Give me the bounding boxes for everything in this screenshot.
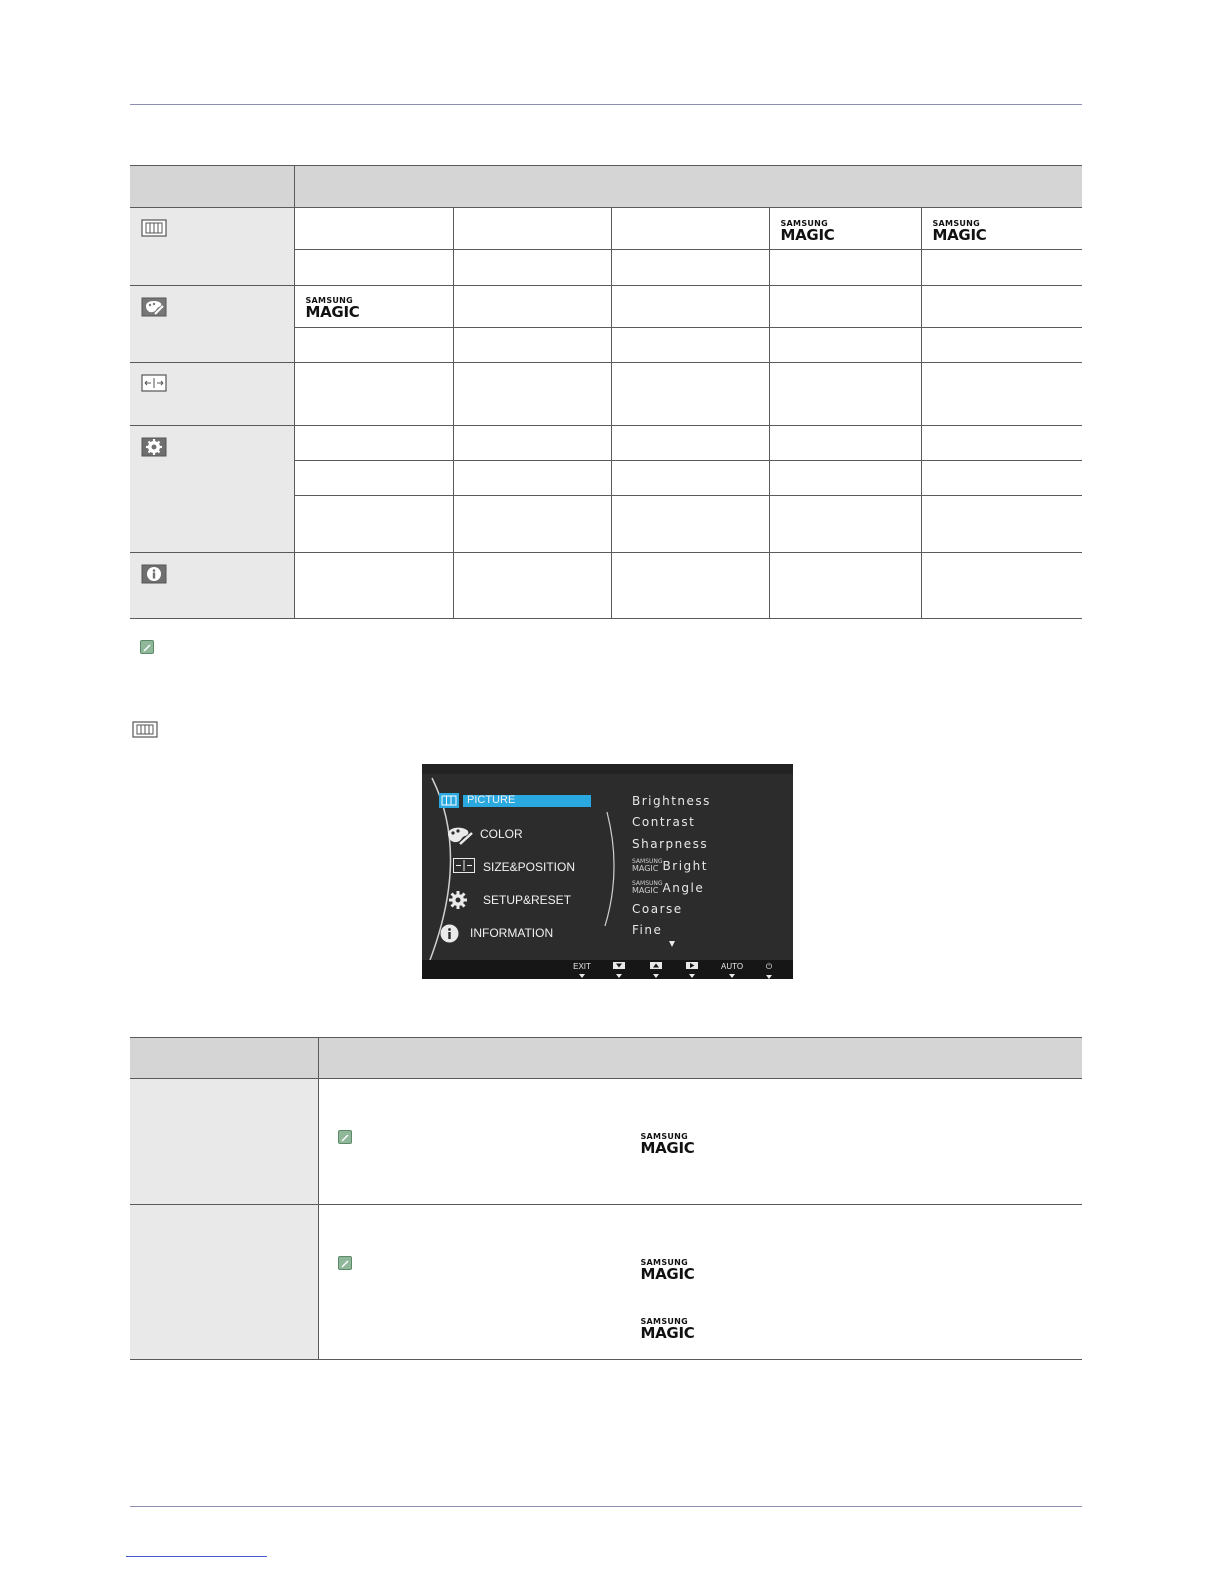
header-cell-menu bbox=[130, 166, 294, 208]
osd-size-position-icon bbox=[453, 858, 475, 878]
table-cell bbox=[453, 250, 611, 286]
description-cell bbox=[318, 1205, 1082, 1360]
table-cell bbox=[921, 363, 1082, 426]
table-cell bbox=[769, 496, 921, 553]
osd-menu-item-size-position[interactable]: SIZE&POSITION bbox=[483, 860, 576, 874]
row-label-cell bbox=[130, 1205, 318, 1360]
samsung-magic-logo: SAMSUNG MAGIC bbox=[305, 296, 360, 321]
table-cell bbox=[294, 553, 453, 619]
table-header-row bbox=[130, 166, 1082, 208]
row-label-cell bbox=[130, 1079, 318, 1205]
osd-submenu-fine[interactable]: Fine bbox=[632, 923, 663, 937]
header-cell-description bbox=[318, 1038, 1082, 1079]
osd-menu-screenshot bbox=[422, 764, 793, 979]
table-cell bbox=[921, 286, 1082, 328]
table-cell bbox=[294, 461, 453, 496]
samsung-magic-logo: SAMSUNG MAGIC bbox=[780, 219, 835, 244]
table-cell bbox=[769, 250, 921, 286]
note-icon bbox=[140, 640, 154, 654]
samsung-magic-logo: SAMSUNG MAGIC bbox=[932, 219, 987, 244]
table-cell bbox=[769, 461, 921, 496]
table-cell bbox=[294, 496, 453, 553]
up-arrow-icon bbox=[650, 962, 662, 969]
table-cell bbox=[611, 208, 769, 250]
table-row bbox=[130, 426, 1082, 461]
osd-menu-item-setup-reset[interactable]: SETUP&RESET bbox=[483, 893, 572, 907]
osd-down-button[interactable] bbox=[608, 962, 630, 978]
osd-submenu-contrast[interactable]: Contrast bbox=[632, 815, 696, 829]
footer-rule bbox=[130, 1506, 1082, 1507]
table-cell bbox=[921, 496, 1082, 553]
table-cell bbox=[769, 553, 921, 619]
osd-picture-icon bbox=[439, 793, 459, 813]
note-icon bbox=[338, 1130, 352, 1144]
osd-menu-item-color[interactable]: COLOR bbox=[480, 827, 523, 841]
table-row bbox=[130, 363, 1082, 426]
table-cell bbox=[453, 496, 611, 553]
osd-color-icon bbox=[446, 825, 474, 850]
table-cell bbox=[921, 250, 1082, 286]
table-cell bbox=[294, 328, 453, 363]
table-cell bbox=[769, 328, 921, 363]
table-cell bbox=[769, 286, 921, 328]
down-arrow-icon bbox=[613, 962, 625, 969]
table-cell bbox=[921, 426, 1082, 461]
right-arrow-icon bbox=[686, 962, 698, 969]
picture-options-table bbox=[130, 1037, 1082, 1360]
osd-auto-button[interactable]: AUTO bbox=[721, 962, 743, 978]
power-icon: ⏻ bbox=[765, 962, 773, 971]
samsung-magic-logo: SAMSUNG MAGIC bbox=[640, 1132, 695, 1157]
osd-setup-reset-icon bbox=[448, 890, 468, 915]
osd-exit-button[interactable]: EXIT bbox=[571, 962, 593, 978]
color-icon bbox=[141, 297, 167, 322]
table-cell bbox=[921, 553, 1082, 619]
osd-submenu-magic-angle[interactable]: SAMSUNG MAGIC Angle bbox=[632, 880, 705, 895]
table-row bbox=[130, 208, 1082, 250]
osd-submenu-brightness[interactable]: Brightness bbox=[632, 794, 711, 808]
category-cell-information bbox=[130, 553, 294, 619]
samsung-magic-logo: SAMSUNG MAGIC bbox=[640, 1258, 695, 1283]
osd-samsung-magic-logo: SAMSUNG MAGIC bbox=[632, 880, 663, 895]
table-cell bbox=[611, 461, 769, 496]
note-icon bbox=[338, 1256, 352, 1270]
menu-overview-table bbox=[130, 165, 1082, 619]
table-cell bbox=[921, 328, 1082, 363]
osd-samsung-magic-logo: SAMSUNG MAGIC bbox=[632, 858, 663, 873]
osd-power-button[interactable] bbox=[758, 962, 780, 979]
table-cell bbox=[453, 286, 611, 328]
osd-scroll-down-icon bbox=[669, 941, 675, 947]
table-cell bbox=[611, 426, 769, 461]
header-rule bbox=[130, 104, 1082, 105]
table-cell bbox=[611, 328, 769, 363]
header-cell-submenu bbox=[294, 166, 1082, 208]
table-cell bbox=[769, 426, 921, 461]
table-cell bbox=[611, 250, 769, 286]
setup-reset-icon bbox=[141, 437, 167, 462]
osd-information-icon bbox=[440, 924, 459, 948]
table-cell bbox=[453, 426, 611, 461]
category-cell-size-position bbox=[130, 363, 294, 426]
picture-icon bbox=[141, 219, 167, 242]
samsung-magic-logo: SAMSUNG MAGIC bbox=[640, 1317, 695, 1342]
information-icon bbox=[141, 564, 167, 589]
table-row bbox=[130, 286, 1082, 328]
size-position-icon bbox=[141, 374, 167, 397]
osd-enter-button[interactable] bbox=[681, 962, 703, 978]
table-cell bbox=[921, 208, 1082, 250]
osd-submenu-sharpness[interactable]: Sharpness bbox=[632, 837, 709, 851]
footer-link-underline[interactable] bbox=[126, 1556, 267, 1557]
table-cell bbox=[294, 250, 453, 286]
table-cell bbox=[294, 426, 453, 461]
table-cell bbox=[611, 286, 769, 328]
table-cell bbox=[294, 363, 453, 426]
description-cell bbox=[318, 1079, 1082, 1205]
osd-menu-item-picture[interactable]: PICTURE bbox=[467, 794, 516, 806]
table-cell bbox=[294, 286, 453, 328]
table-row bbox=[130, 1205, 1082, 1360]
table-cell bbox=[453, 461, 611, 496]
table-cell bbox=[611, 496, 769, 553]
osd-menu-item-information[interactable]: INFORMATION bbox=[470, 926, 554, 940]
table-cell bbox=[769, 363, 921, 426]
category-cell-setup-reset bbox=[130, 426, 294, 553]
category-cell-color bbox=[130, 286, 294, 363]
table-cell bbox=[453, 328, 611, 363]
osd-submenu-coarse[interactable]: Coarse bbox=[632, 902, 683, 916]
table-cell bbox=[294, 208, 453, 250]
table-row bbox=[130, 1079, 1082, 1205]
table-cell bbox=[453, 553, 611, 619]
table-cell bbox=[769, 208, 921, 250]
category-cell-picture bbox=[130, 208, 294, 286]
table-cell bbox=[453, 363, 611, 426]
table-row bbox=[130, 553, 1082, 619]
table-header-row bbox=[130, 1038, 1082, 1079]
picture-section-icon bbox=[132, 721, 158, 743]
table-cell bbox=[921, 461, 1082, 496]
table-cell bbox=[453, 208, 611, 250]
osd-up-button[interactable] bbox=[645, 962, 667, 978]
table-cell bbox=[611, 553, 769, 619]
header-cell-menu bbox=[130, 1038, 318, 1079]
table-cell bbox=[611, 363, 769, 426]
osd-submenu-magic-bright[interactable]: SAMSUNG MAGIC Bright bbox=[632, 858, 708, 873]
